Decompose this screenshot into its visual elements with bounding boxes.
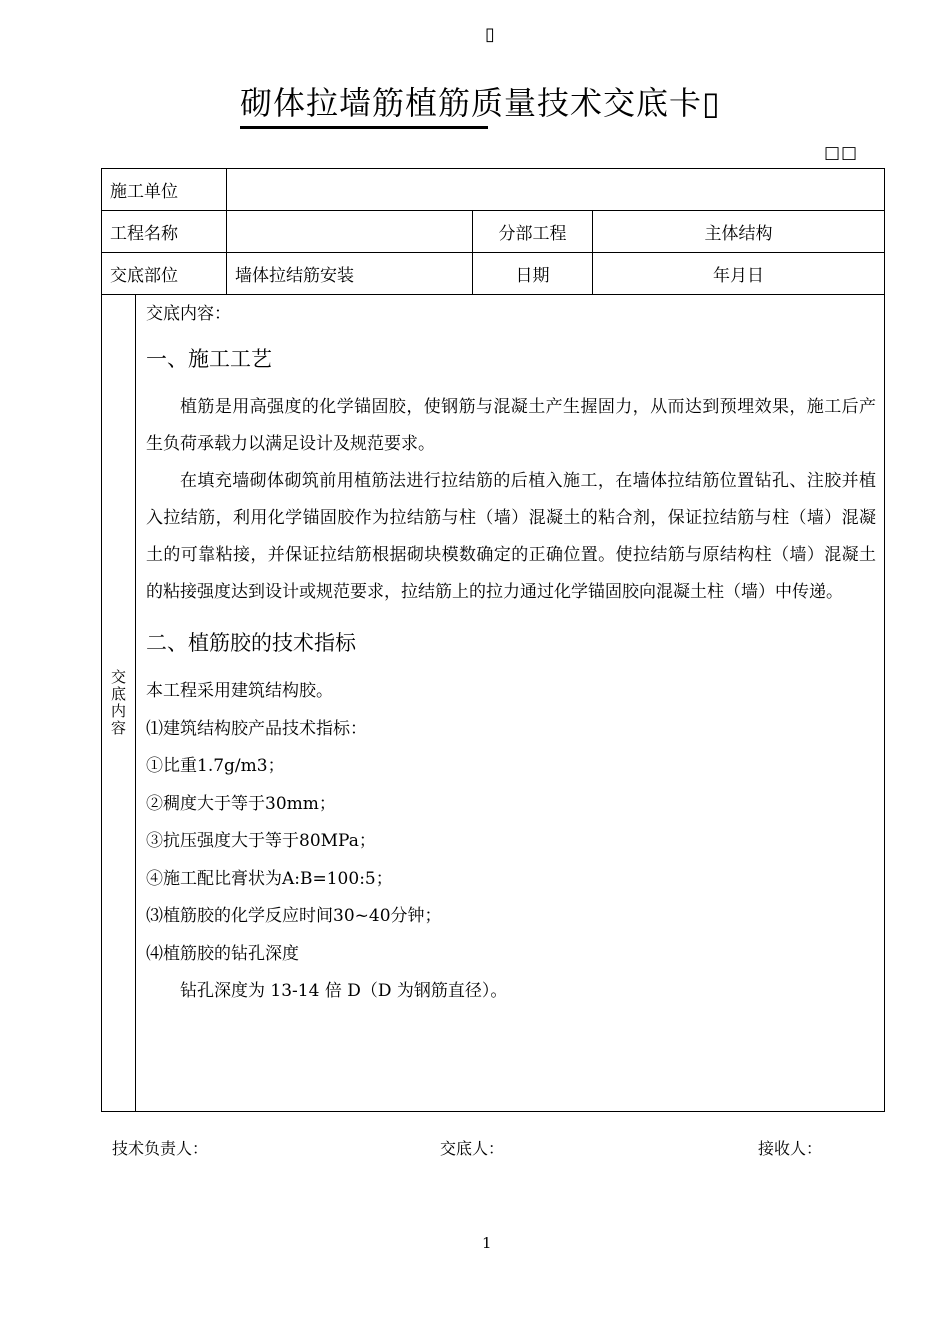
table-row-content	[102, 295, 885, 1112]
section1-paragraph-1: 植筋是用高强度的化学锚固胶，使钢筋与混凝土产生握固力，从而达到预埋效果，施工后产生负荷承载力以满足设计及规范要求。	[146, 397, 877, 454]
page-number: 1	[482, 1234, 492, 1252]
signature-receiver: 接收人：	[758, 1139, 823, 1158]
list-item: 本工程采用建筑结构胶。	[146, 681, 333, 701]
list-item: ⑴建筑结构胶产品技术指标：	[146, 718, 367, 739]
list-item: ⑶植筋胶的化学反应时间30~40分钟；	[146, 906, 442, 926]
list-item: ④施工配比膏状为A:B=100:5；	[146, 868, 393, 889]
side-label-disclosure-content	[102, 295, 136, 1112]
disclosure-content-cell	[136, 295, 885, 1112]
side-label-char: 容	[110, 719, 126, 737]
content-intro: 交底内容：	[146, 304, 231, 324]
section1-heading: 一、施工工艺	[146, 347, 272, 371]
list-item: ③抗压强度大于等于80MPa；	[146, 831, 376, 851]
drilling-depth-line: 钻孔深度为 13-14 倍 D（D 为钢筋直径）。	[180, 981, 508, 1001]
table-row-project-name	[102, 211, 885, 253]
table-row-construction-unit	[102, 169, 885, 211]
signature-presenter: 交底人：	[440, 1139, 505, 1158]
top-placeholder-glyph: ▯	[485, 24, 495, 45]
value-sub-project: 主体结构	[593, 211, 885, 253]
disclosure-card-table	[101, 168, 885, 1112]
list-item: ①比重1.7g/m3；	[146, 756, 285, 776]
value-disclosure-part: 墙体拉结筋安装	[227, 253, 473, 295]
value-construction-unit	[227, 169, 885, 211]
signature-tech-lead: 技术负责人：	[112, 1139, 209, 1158]
list-item: ②稠度大于等于30mm；	[146, 793, 336, 814]
title-underline	[240, 126, 488, 129]
label-date: 日期	[473, 253, 593, 295]
signature-row	[0, 1136, 950, 1160]
section1-paragraph-2: 在填充墙砌体砌筑前用植筋法进行拉结筋的后植入施工，在墙体拉结筋位置钻孔、注胶并植入拉结筋，利用化学锚固胶作为拉结筋与柱（墙）混凝土的粘合剂，保证拉结筋与柱（墙）混凝土的可靠粘接，并保证拉结筋根据砌块模数确定的正确位置。使拉结筋与原结构柱（墙）混凝土的粘接强度达到设计或规范要求，拉结筋上的拉力通过化学锚固胶向混凝土柱（墙）中传递。	[146, 471, 877, 602]
value-project-name	[227, 211, 473, 253]
side-label-char: 底	[110, 685, 126, 703]
label-disclosure-part: 交底部位	[102, 253, 227, 295]
label-construction-unit: 施工单位	[102, 169, 227, 211]
corner-checkbox-glyphs: □□	[824, 143, 859, 163]
list-item: ⑷植筋胶的钻孔深度	[146, 943, 299, 964]
label-project-name: 工程名称	[102, 211, 227, 253]
label-sub-project: 分部工程	[473, 211, 593, 253]
side-label-char: 交	[110, 668, 126, 686]
side-label-char: 内	[110, 702, 126, 720]
value-date: 年月日	[593, 253, 885, 295]
section2-heading: 二、植筋胶的技术指标	[146, 631, 356, 655]
table-row-disclosure-part	[102, 253, 885, 295]
document-title: 砌体拉墙筋植筋质量技术交底卡▯	[240, 84, 721, 122]
